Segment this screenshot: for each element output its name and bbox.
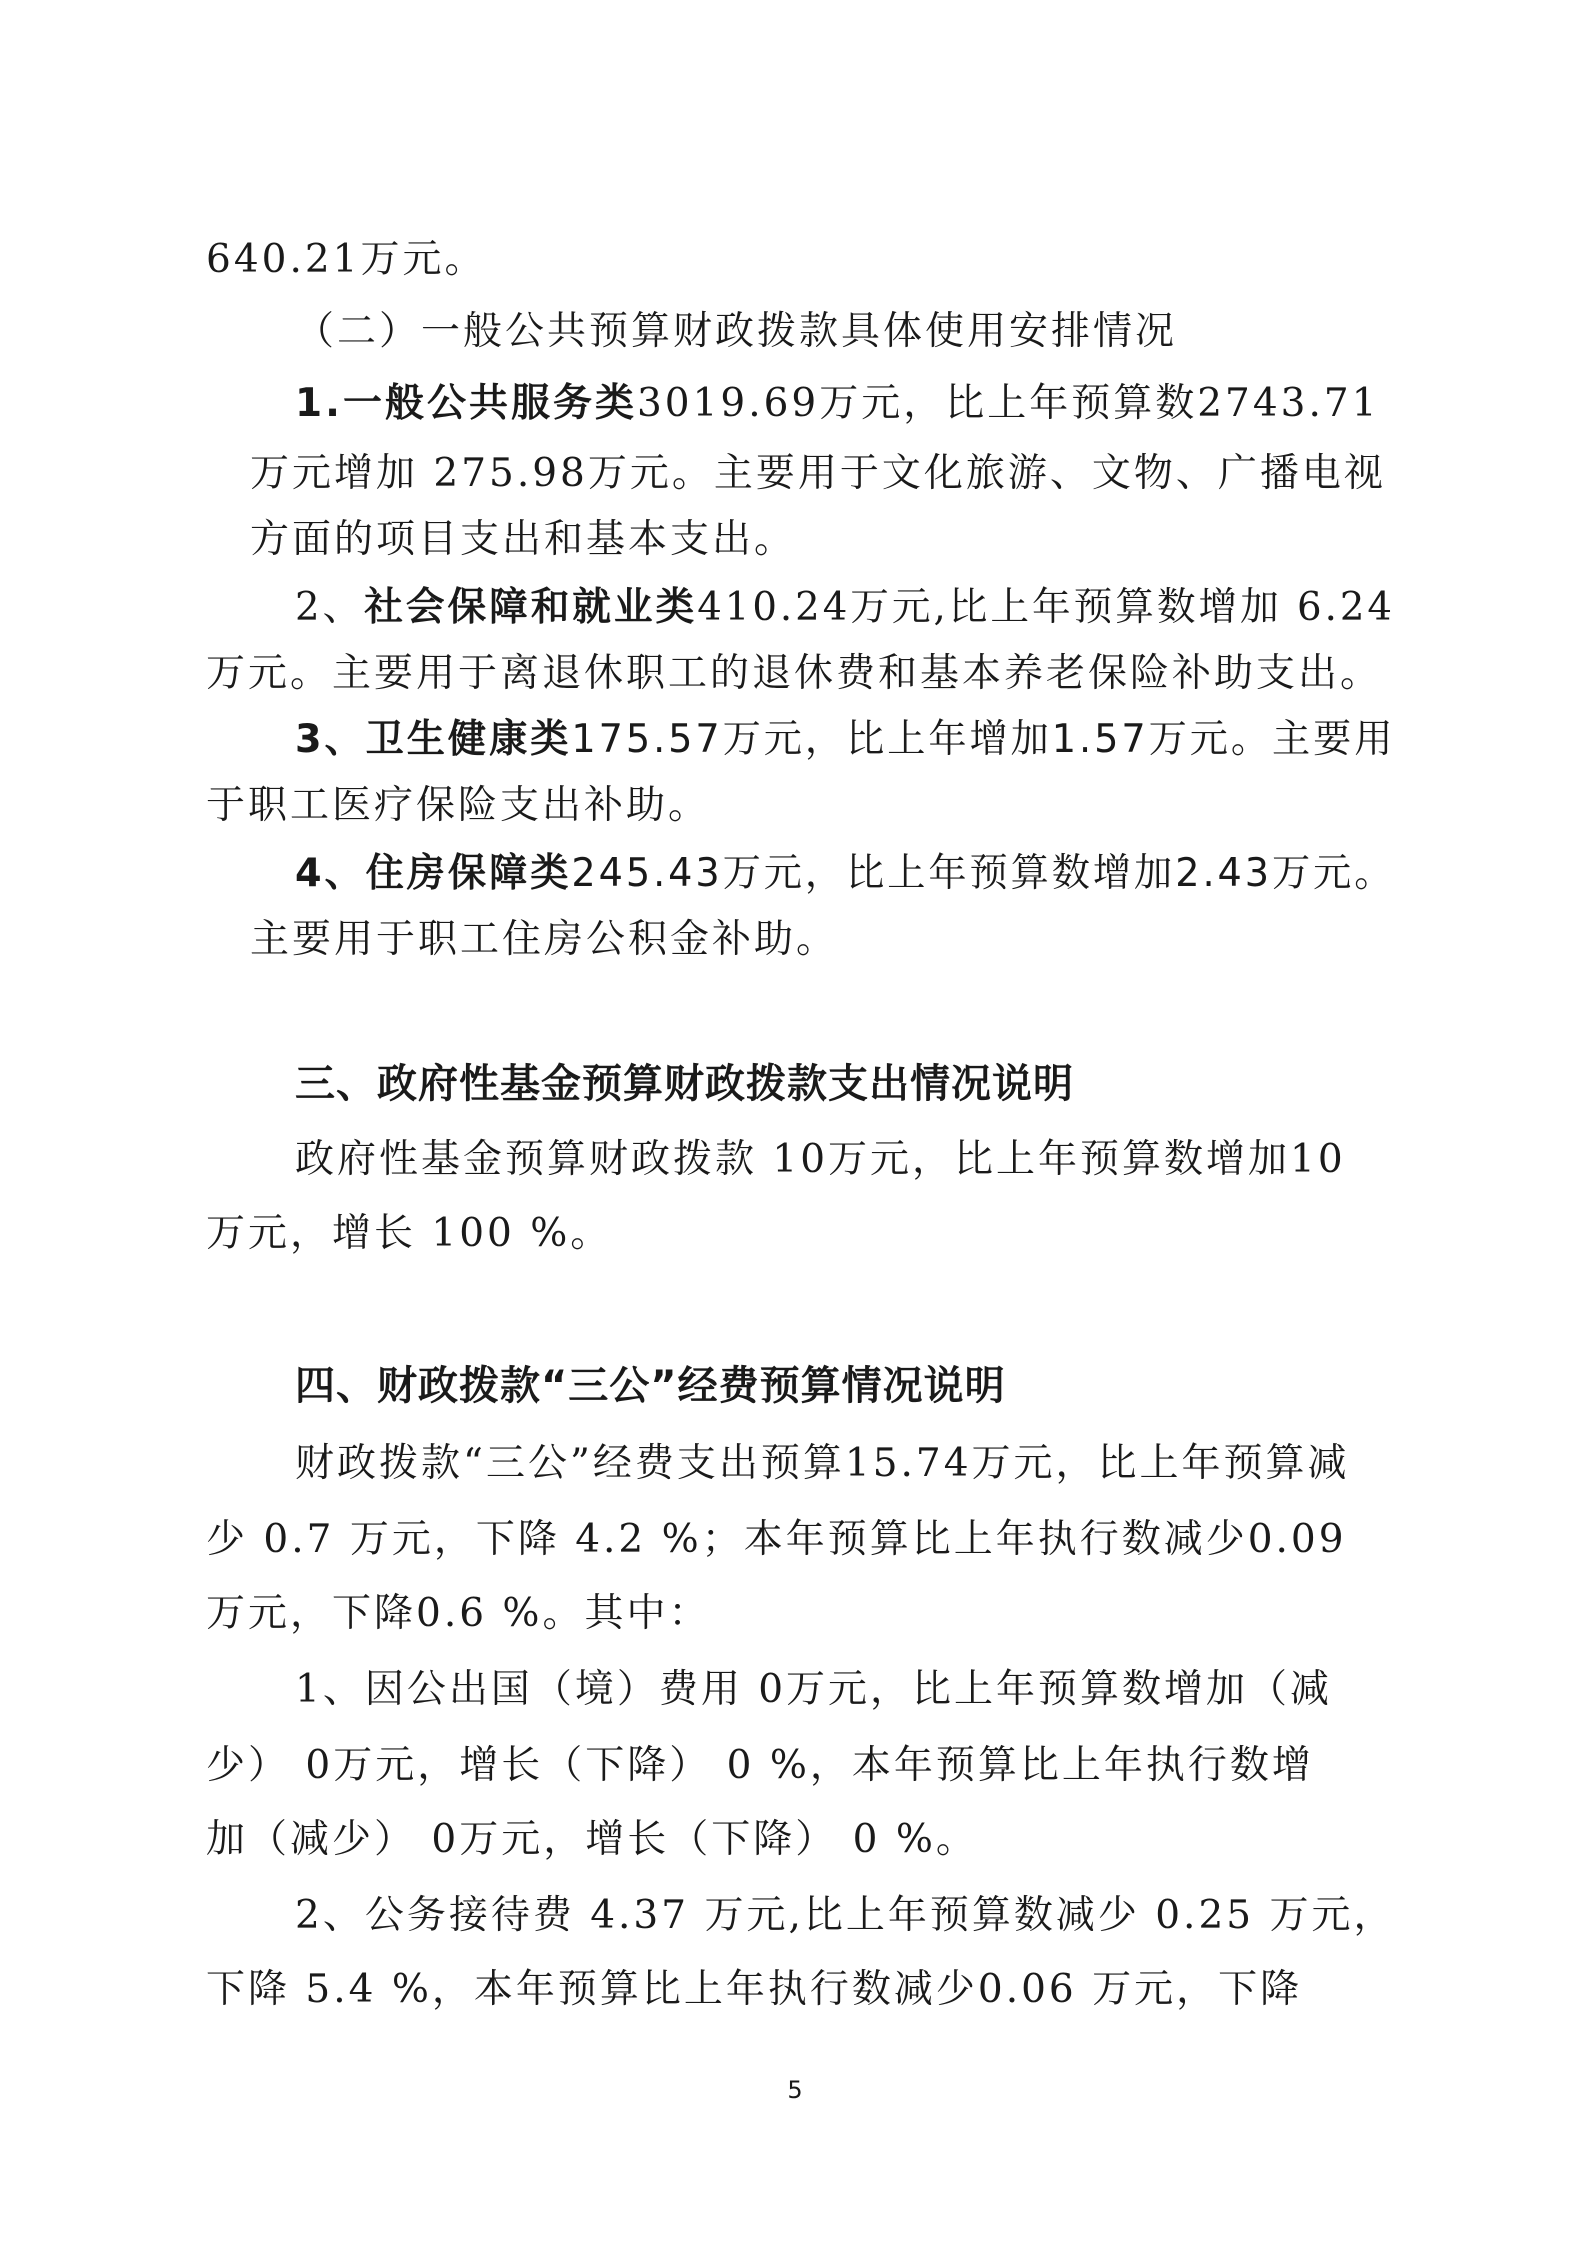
section-4-para-line-1: 财政拨款“三公”经费支出预算15.74万元，比上年预算减: [295, 1441, 1350, 1486]
item-4-line-2: 主要用于职工住房公积金补助。: [250, 917, 839, 962]
item-4-text-2: 万元。: [1272, 851, 1396, 896]
item-2-number: 2、: [295, 585, 365, 630]
item-3-label: 3、卫生健康类: [295, 717, 572, 762]
page-number: 5: [787, 2076, 803, 2104]
item-4-line-1: [295, 850, 1395, 898]
item-3-amount: 175.57: [571, 717, 723, 762]
item-4-label: 4、住房保障类: [295, 851, 572, 896]
item-3-line-1: [295, 716, 1395, 764]
section-3-heading: 三、政府性基金预算财政拨款支出情况说明: [295, 1061, 1074, 1107]
item-3-line-2: 于职工医疗保险支出补助。: [206, 783, 711, 828]
item-1-text: 3019.69万元，比上年预算数2743.71: [636, 381, 1380, 426]
item-4-amount-2: 2.43: [1175, 851, 1273, 896]
item-2-line-1: [295, 584, 1395, 632]
section-4-para-line-3: 万元，下降0.6 %。其中：: [206, 1591, 711, 1636]
item-2-label: 社会保障和就业类: [364, 585, 698, 630]
section-4-item-1-line-3: 加（减少） 0万元，增长（下降） 0 %。: [206, 1817, 978, 1862]
item-1-line-2: 万元增加 275.98万元。主要用于文化旅游、文物、广播电视: [250, 451, 1386, 496]
section-2-heading: （二）一般公共预算财政拨款具体使用安排情况: [295, 309, 1178, 354]
item-4-amount: 245.43: [571, 851, 723, 896]
section-4-item-1-line-2: 少） 0万元，增长（下降） 0 %，本年预算比上年执行数增: [206, 1743, 1314, 1788]
item-1-line-1: [295, 380, 1380, 428]
item-4-text: 万元，比上年预算数增加: [722, 851, 1176, 896]
item-1-label: 1.一般公共服务类: [295, 381, 637, 426]
item-3-text-2: 万元。主要用: [1148, 717, 1396, 762]
section-3-line-1: 政府性基金预算财政拨款 10万元，比上年预算数增加10: [295, 1137, 1346, 1182]
item-3-amount-2: 1.57: [1051, 717, 1149, 762]
continuation-text: 640.21万元。: [206, 237, 487, 282]
item-1-line-3: 方面的项目支出和基本支出。: [250, 517, 797, 562]
section-4-item-2-line-1: 2、公务接待费 4.37 万元,比上年预算数减少 0.25 万元，: [295, 1893, 1396, 1938]
item-2-text: 410.24万元,比上年预算数增加 6.24: [697, 585, 1395, 630]
item-2-line-2: 万元。主要用于离退休职工的退休费和基本养老保险补助支出。: [206, 651, 1383, 696]
item-3-text: 万元，比上年增加: [722, 717, 1052, 762]
section-3-line-2: 万元，增长 100 %。: [206, 1211, 613, 1256]
section-4-heading: 四、财政拨款“三公”经费预算情况说明: [295, 1363, 1006, 1409]
section-4-item-1-line-1: 1、因公出国（境）费用 0万元，比上年预算数增加（减: [295, 1667, 1333, 1712]
section-4-para-line-2: 少 0.7 万元，下降 4.2 %；本年预算比上年执行数减少0.09: [206, 1517, 1347, 1562]
section-4-item-2-line-2: 下降 5.4 %，本年预算比上年执行数减少0.06 万元，下降: [206, 1967, 1303, 2012]
